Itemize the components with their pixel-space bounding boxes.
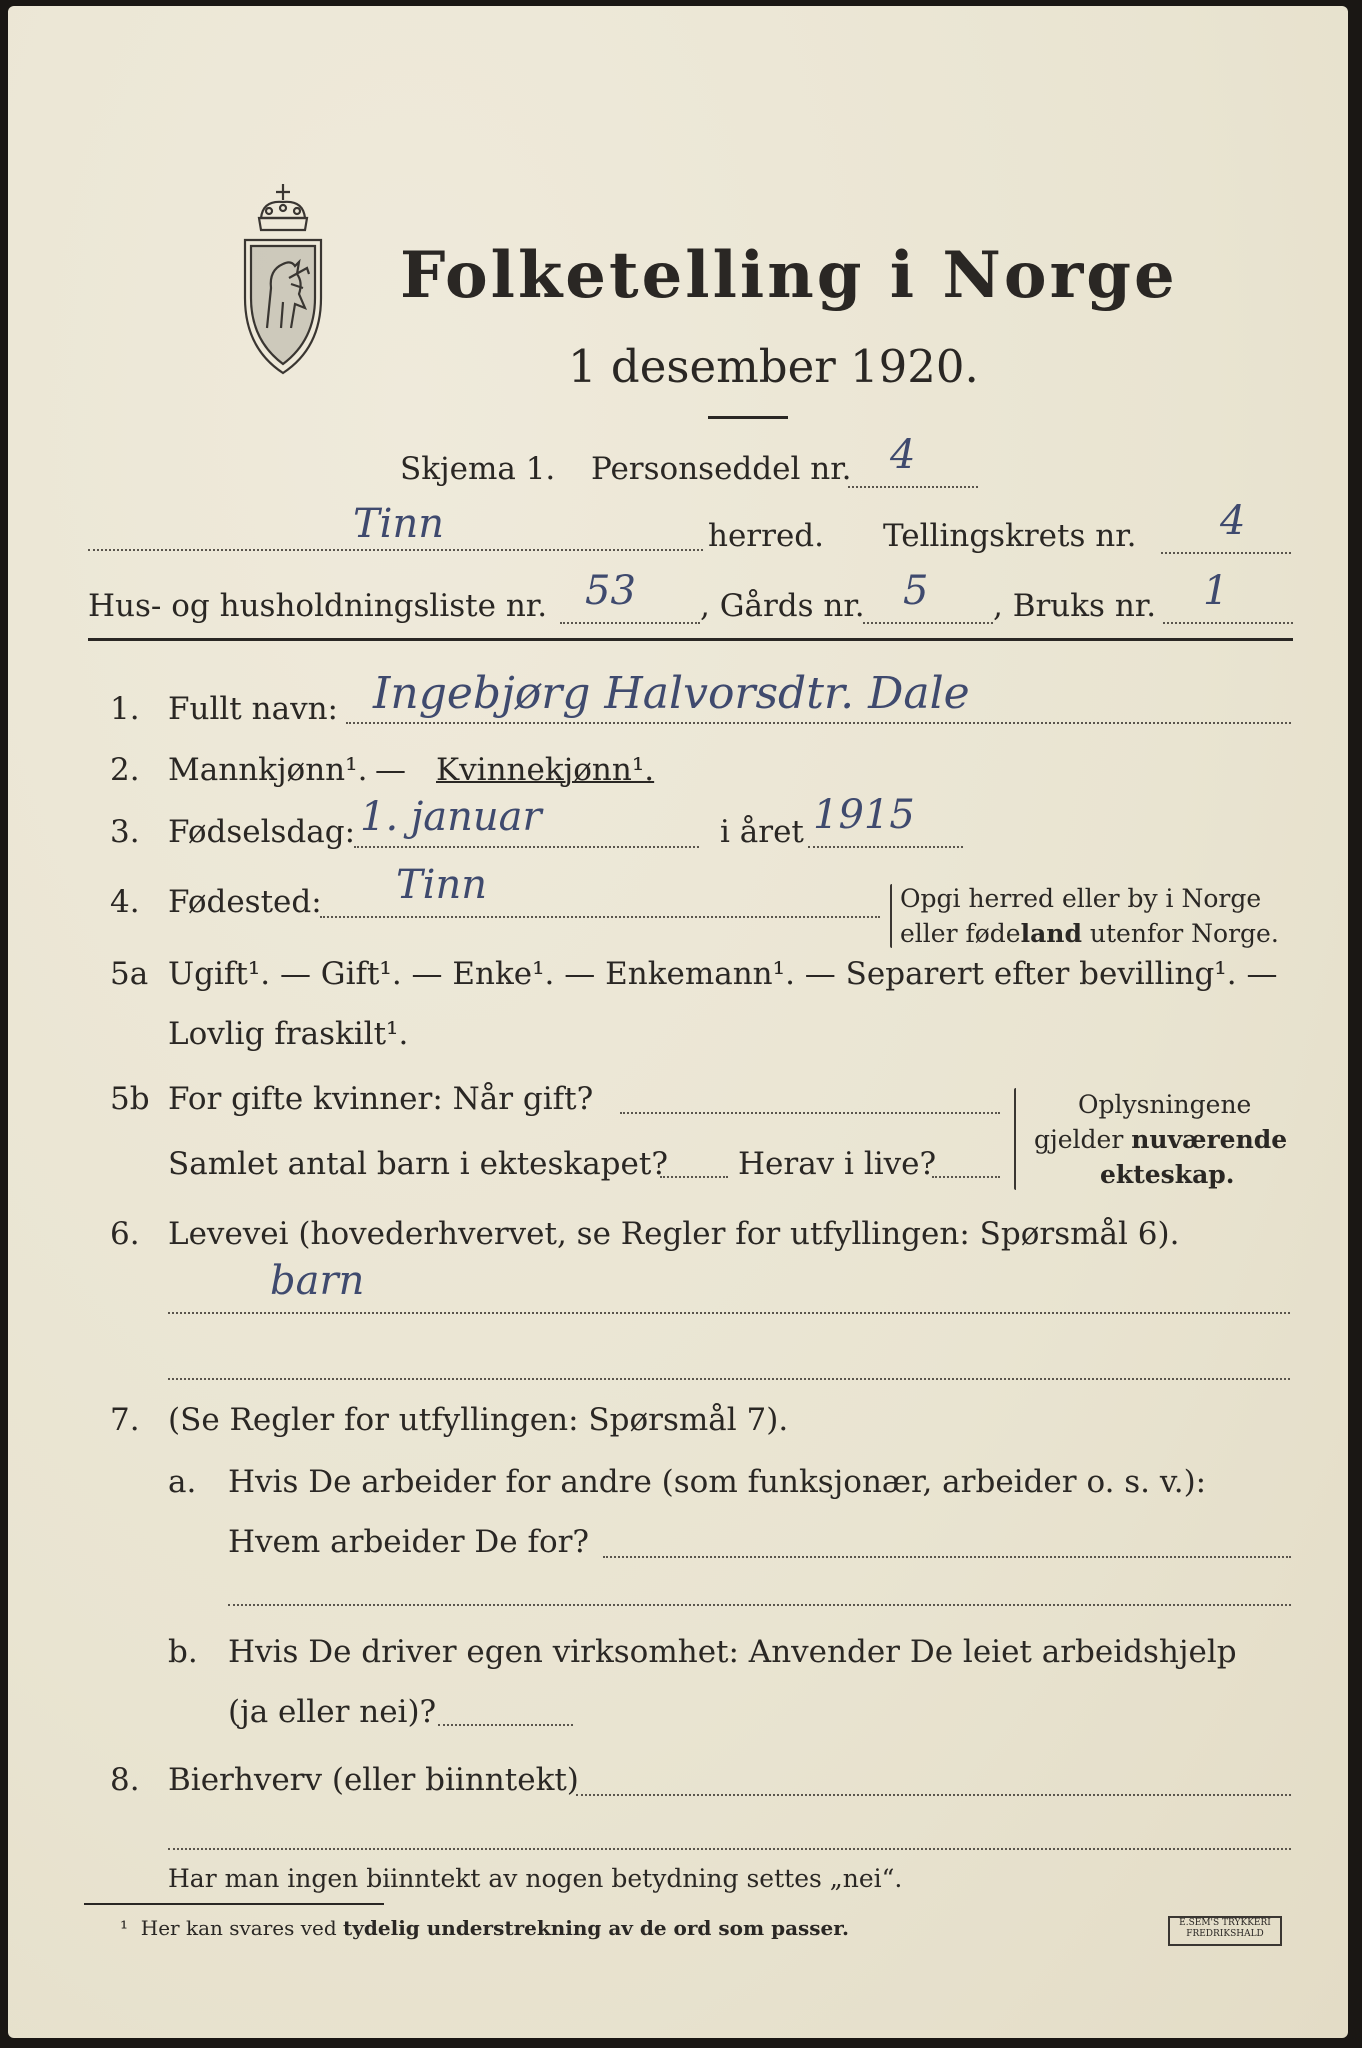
coat-of-arms-icon: [233, 178, 333, 388]
herred-value[interactable]: Tinn: [353, 501, 444, 547]
personseddel-label: Personseddel nr.: [591, 451, 852, 487]
q7a-line1: Hvis De arbeider for andre (som funksjonær, arbeider o. s. v.):: [228, 1464, 1207, 1500]
gards-label: , Gårds nr.: [700, 588, 865, 624]
birthday-value[interactable]: 1. januar: [360, 794, 542, 840]
sex-separator: —: [375, 752, 406, 788]
birthplace-value[interactable]: Tinn: [396, 862, 487, 908]
printer-stamp: E.SEM'S TRYKKERI FREDRIKSHALD: [1168, 1916, 1282, 1946]
q7b-line1: Hvis De driver egen virksomhet: Anvender De leiet arbeidshjelp: [228, 1634, 1237, 1670]
married-when-label: For gifte kvinner: Når gift?: [168, 1081, 594, 1117]
bruks-label: , Bruks nr.: [993, 588, 1157, 624]
herred-label: herred.: [708, 518, 824, 554]
q7a-letter: a.: [168, 1464, 197, 1500]
q7b-letter: b.: [168, 1634, 198, 1670]
header-rule: [88, 638, 1293, 641]
q7b-line2: (ja eller nei)?: [228, 1694, 437, 1730]
q7-number: 7.: [110, 1402, 140, 1438]
marriage-note-2: gjelder nuværende: [1034, 1125, 1288, 1154]
q3-number: 3.: [110, 814, 140, 850]
marital-options-line2[interactable]: Lovlig fraskilt¹.: [168, 1016, 409, 1052]
q1-number: 1.: [110, 691, 140, 727]
footnote-rule: [84, 1903, 384, 1905]
female-option-selected[interactable]: Kvinnekjønn¹.: [436, 752, 655, 788]
q8-number: 8.: [110, 1762, 140, 1798]
hus-value[interactable]: 53: [585, 568, 636, 614]
q7-label: (Se Regler for utfyllingen: Spørsmål 7).: [168, 1402, 789, 1438]
alive-label: Herav i live?: [738, 1146, 937, 1182]
male-option[interactable]: Mannkjønn¹.: [168, 752, 368, 788]
footnote: ¹ Her kan svares ved tydelig understrekning av de ord som passer.: [120, 1916, 849, 1940]
income-note: Har man ingen biinntekt av nogen betydning settes „nei“.: [168, 1864, 903, 1893]
marriage-note-3: ekteskap.: [1100, 1160, 1235, 1189]
marital-options-line1[interactable]: Ugift¹. — Gift¹. — Enke¹. — Enkemann¹. — Separert efter bevilling¹. —: [168, 956, 1278, 992]
q6-number: 6.: [110, 1216, 140, 1252]
birthplace-note-2: eller fødeland utenfor Norge.: [900, 919, 1279, 948]
year-label: i året: [720, 814, 804, 850]
q1-label: Fullt navn:: [168, 691, 338, 727]
q8-label: Bierhverv (eller biinntekt): [168, 1762, 579, 1798]
marriage-note-1: Oplysningene: [1078, 1090, 1252, 1119]
q5a-number: 5a: [110, 956, 149, 992]
personseddel-value[interactable]: 4: [890, 432, 916, 478]
q6-label: Levevei (hovederhvervet, se Regler for utfyllingen: Spørsmål 6).: [168, 1216, 1180, 1252]
children-label: Samlet antal barn i ekteskapet?: [168, 1146, 668, 1182]
form-title: Folketelling i Norge: [400, 238, 1178, 313]
q7a-line2: Hvem arbeider De for?: [228, 1524, 590, 1560]
bruks-value[interactable]: 1: [1203, 568, 1229, 614]
birthplace-note-1: Opgi herred eller by i Norge: [900, 884, 1262, 913]
hus-label: Hus- og husholdningsliste nr.: [88, 588, 548, 624]
tellingskrets-value[interactable]: 4: [1220, 498, 1246, 544]
census-date: 1 desember 1920.: [568, 340, 979, 393]
schema-label: Skjema 1.: [400, 451, 556, 487]
title-divider: [708, 416, 788, 419]
occupation-value[interactable]: barn: [270, 1258, 365, 1304]
q4-label: Fødested:: [168, 884, 322, 920]
q2-number: 2.: [110, 752, 140, 788]
q5b-number: 5b: [110, 1081, 150, 1117]
gards-value[interactable]: 5: [903, 568, 929, 614]
birth-year-value[interactable]: 1915: [813, 792, 915, 838]
q3-label: Fødselsdag:: [168, 814, 356, 850]
q4-number: 4.: [110, 884, 140, 920]
full-name-value[interactable]: Ingebjørg Halvorsdtr. Dale: [373, 668, 970, 719]
census-form: [8, 6, 1348, 2038]
tellingskrets-label: Tellingskrets nr.: [883, 518, 1137, 554]
